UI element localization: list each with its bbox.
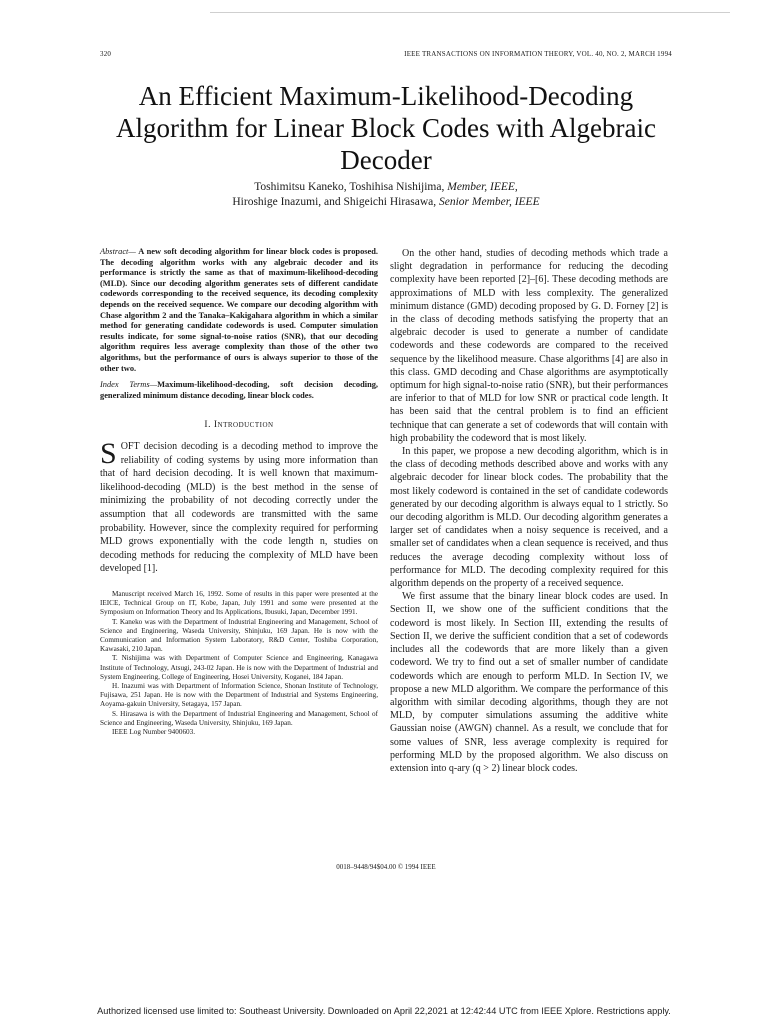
intro-text: decision decoding is a decoding method to improve the reliability of coding systems by using more information than that of hard decision decoding. It is well known that maximum-likelihood-decoding (MLD) is the best method in the sense of minimizing the probability of not decoding correctly under the assumption that all codewords are transmitted with the same probability. However, since the complexity required for performing MLD grows exponentially with the code length n, studies on decoding methods for reducing the complexity of MLD have been developed [1]. — [100, 441, 378, 575]
abstract-label: Abstract— — [100, 247, 136, 256]
license-notice: Authorized licensed use limited to: Southeast University. Downloaded on April 22,2021 at 12:42:44 UTC from IEEE Xplore. Restrictions apply. — [97, 1006, 671, 1016]
section-number: I. — [204, 420, 211, 431]
introduction-paragraph — [100, 437, 378, 576]
author-names-1: Toshimitsu Kaneko, Toshihisa Nishijima, — [254, 181, 445, 193]
right-column — [390, 247, 668, 775]
copyright-line: 0018–9448/94$04.00 © 1994 IEEE — [336, 863, 436, 871]
intro-lead: OFT — [120, 441, 140, 453]
footnote: IEEE Log Number 9400603. — [112, 728, 196, 737]
body-paragraph: On the other hand, studies of decoding methods which trade a slight degradation in performance for reducing the decoding complexity have been reported [2]–[6]. These decoding methods are approximations of MLD with less complexity. The generalized minimum distance (GMD) decoding proposed by G. D. Forney [2] is in the class of decoding methods satisfying the property that an algebraic decoder is used to generate a number of candidate codewords and these codewords are compared to the received sequence by the likelihood measure. Chase algorithms [4] are also in this class. GMD decoding and Chase algorithms are asymptotically optimum for high signal-to-noise ratio (SNR), but their performances are inferior to that of MLD for low SNR or practical code length. It has been said that the central problem is to find an efficient technique that can generate a set of codewords that will contain with high probability the codeword that is most likely. — [390, 248, 668, 444]
title-line-2: Algorithm for Linear Block Codes with Algebraic — [116, 113, 656, 143]
section-heading — [100, 419, 378, 432]
footnote: S. Hirasawa is with the Department of Industrial Engineering and Management, School of Science and Engineering, Waseda University, Shinjuku, 169 Japan. — [100, 709, 378, 727]
author-line-1 — [100, 180, 672, 195]
footnote: T. Nishijima was with Department of Computer Science and Engineering, Kanagawa Institute of Technology, Atsugi, 243-02 Japan. He is now with the Department of Industrial and System Engineering, College of Engineering, Hosei University, Koganei, 184 Japan. — [100, 654, 378, 681]
footnote: Manuscript received March 16, 1992. Some of results in this paper were presented at the IEICE, Technical Group on IT, Kobe, Japan, July 1991 and some were presented at the Symposium on Information Theory and Its Applications, Ibusuki, Japan, December 1991. — [100, 590, 378, 617]
title-line-3: Decoder — [340, 145, 432, 175]
abstract-text: A new soft decoding algorithm for linear block codes is proposed. The decoding algorithm works with any algebraic decoder and its performance is strictly the same as that of maximum-likelihood-decoding (MLD). Since our decoding algorithm generates sets of different candidate codewords corresponding to the received sequence, its decoding complexity depends on the received sequence. We compare our decoding algorithm with Chase algorithm 2 and the Tanaka–Kakigahara algorithm in which a similar method for generating candidate codewords is used. Computer simulation results indicate, for some signal-to-noise ratios (SNR), that our decoding algorithm requires less average complexity than those of the other two algorithms, but the performance of ours is always superior to those of the other two. — [100, 247, 378, 373]
title-line-1: An Efficient Maximum-Likelihood-Decoding — [138, 81, 634, 111]
index-terms — [100, 380, 378, 401]
top-rule — [210, 12, 730, 13]
body-paragraph: We first assume that the binary linear block codes are used. In Section II, we show one of the sufficient conditions that the codeword is most likely. In Section III, extending the results of Section II, we derive the sufficient condition that a set of codewords includes all the codewords that are more likely than a given codeword. We try to find out a set of smaller number of candidate codewords which are enough to perform MLD. In Section IV, we propose a new MLD algorithm. We compare the performance of this algorithm with similar decoding algorithms, though they are not MLD, by computer simulations assuming the additive white Gaussian noise (AWGN) channel. As a result, we conclude that for some values of SNR, less average complexity is required for performing MLD by the proposed algorithm. We also discuss on extension into q-ary (q > 2) linear block codes. — [390, 591, 668, 774]
author-role-2: Senior Member, IEEE — [439, 196, 540, 208]
left-column — [100, 247, 378, 737]
abstract — [100, 247, 378, 374]
footnote: T. Kaneko was with the Department of Industrial Engineering and Management, School of Science and Engineering, Waseda University, Shinjuku, 169 Japan. He is now with the Communication and Information System Laboratory, R&D Center, Toshiba Corporation, Kawasaki, 210 Japan. — [100, 617, 378, 654]
section-title: Introduction — [213, 420, 274, 431]
author-line-2 — [100, 195, 672, 210]
page-number: 320 — [100, 50, 112, 58]
index-terms-text: Maximum-likelihood-decoding, soft decision decoding, generalized minimum distance decoding, linear block codes. — [100, 380, 379, 400]
paper-title — [90, 80, 682, 176]
author-list — [100, 180, 672, 210]
drop-cap: S — [100, 437, 117, 471]
index-terms-label: Index Terms— — [100, 380, 158, 390]
footnotes — [100, 590, 378, 737]
body-paragraph: In this paper, we propose a new decoding algorithm, which is in the class of decoding methods described above and works with any algebraic decoder for linear block codes. The probability that the most likely codeword is contained in the set of candidate codewords generated by our decoding algorithm is always equal to 1 strictly. So our decoding algorithm is MLD. Our decoding algorithm generates a larger set of candidates when a noisy sequence is received, and a smaller set of candidates when a clean sequence is received, and thus reduces the average decoding complexity without loss of performance for MLD. The decoding complexity required for this algorithm depends on the property of a received sequence. — [390, 446, 668, 590]
author-names-2: Hiroshige Inazumi, and Shigeichi Hirasawa, — [232, 196, 437, 208]
footnote: H. Inazumi was with Department of Information Science, Shonan Institute of Technology, Fujisawa, 251 Japan. He is now with the Department of Industrial and Systems Engineering, Aoyama-gakuin University, Setagaya, 157 Japan. — [100, 682, 378, 709]
journal-info: IEEE TRANSACTIONS ON INFORMATION THEORY, VOL. 40, NO. 2, MARCH 1994 — [404, 50, 672, 58]
author-role-1: Member, IEEE, — [447, 181, 518, 193]
